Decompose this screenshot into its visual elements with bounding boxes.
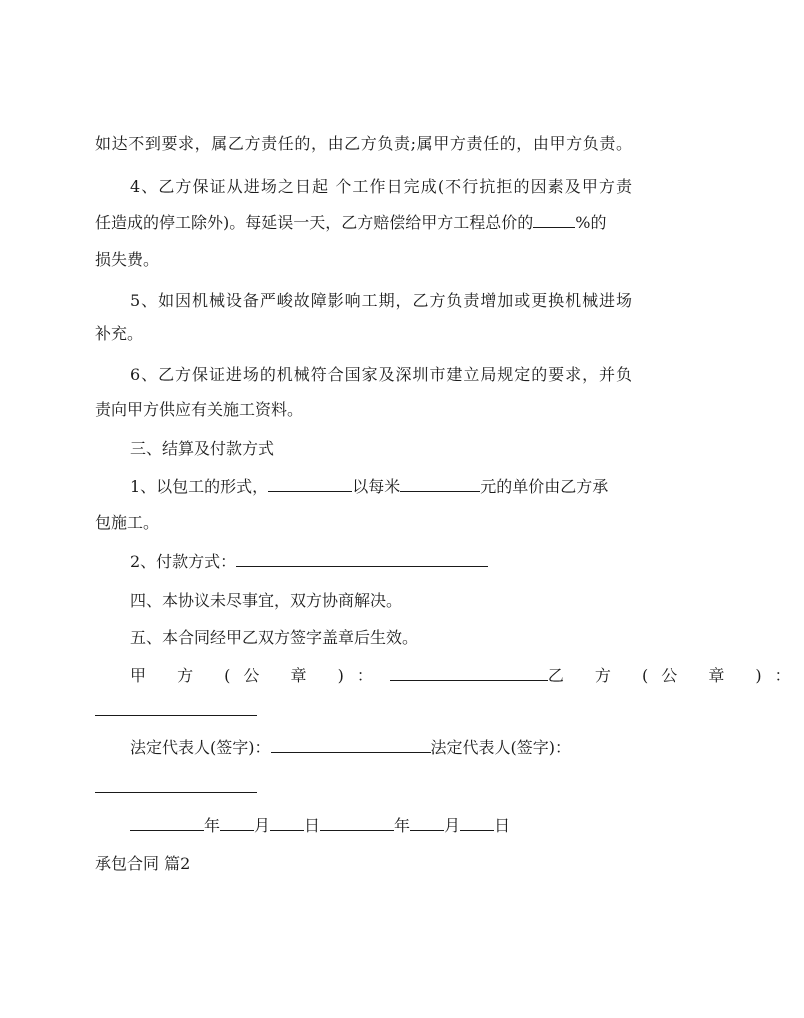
next-section-title bbox=[95, 853, 632, 875]
party-b-seal-label: 乙 方 (公 章 )： bbox=[547, 666, 804, 685]
payment-2-label: 2、付款方式： bbox=[130, 552, 237, 571]
item-5-text-2: 补充。 bbox=[95, 324, 144, 343]
day-b-blank[interactable] bbox=[460, 815, 494, 831]
next-section-title-text: 承包合同 篇2 bbox=[95, 854, 191, 873]
item-5-line-2 bbox=[95, 323, 632, 345]
section-3-title bbox=[130, 438, 632, 460]
payment-1-text: 1、以包工的形式， bbox=[130, 477, 269, 496]
section-5 bbox=[130, 627, 632, 649]
item-4-line-3 bbox=[95, 249, 632, 271]
day-a-label: 日 bbox=[304, 816, 321, 835]
item-5-line-1 bbox=[130, 290, 632, 312]
item-6-line-2 bbox=[95, 399, 632, 421]
payment-1-text-3: 元的单价由乙方承 bbox=[480, 477, 609, 496]
item-6-text: 6、乙方保证进场的机械符合国家及深圳市建立局规定的要求，并负 bbox=[130, 365, 632, 384]
item-4-line-1 bbox=[130, 176, 632, 198]
payment-method-blank[interactable] bbox=[236, 551, 488, 567]
item-5-text: 5、如因机械设备严峻故障影响工期，乙方负责增加或更换机械进场 bbox=[130, 291, 632, 310]
section-5-text: 五、本合同经甲乙双方签字盖章后生效。 bbox=[130, 628, 419, 647]
section-4 bbox=[130, 590, 632, 612]
payment-1-text-2: 以每米 bbox=[352, 477, 401, 496]
item-4-text-2: 任造成的停工除外)。每延误一天，乙方赔偿给甲方工程总价的 bbox=[95, 213, 534, 232]
day-b-label: 日 bbox=[494, 816, 511, 835]
rep-a-blank[interactable] bbox=[271, 737, 431, 753]
month-b-label: 月 bbox=[444, 816, 461, 835]
item-6-line-1 bbox=[130, 364, 632, 386]
year-a-label: 年 bbox=[204, 816, 221, 835]
payment-1-text-4: 包施工。 bbox=[95, 513, 160, 532]
date-line bbox=[130, 815, 632, 837]
representative-line bbox=[130, 737, 632, 759]
unit-price-blank[interactable] bbox=[400, 476, 480, 492]
item-4-line-2 bbox=[95, 212, 632, 234]
party-seal-line bbox=[130, 665, 804, 687]
party-a-seal-label: 甲 方 (公 章 )： bbox=[130, 666, 386, 685]
month-a-label: 月 bbox=[254, 816, 271, 835]
payment-1-line-1 bbox=[130, 476, 632, 498]
percentage-blank[interactable] bbox=[533, 212, 575, 228]
year-a-blank[interactable] bbox=[130, 815, 204, 831]
party-b-seal-blank[interactable] bbox=[95, 700, 257, 716]
rep-a-label: 法定代表人(签字)： bbox=[130, 738, 271, 757]
rep-b-blank[interactable] bbox=[95, 777, 257, 793]
rep-b-label: 法定代表人(签字)： bbox=[430, 738, 571, 757]
item-4-text-3: %的 bbox=[575, 213, 607, 232]
month-b-blank[interactable] bbox=[410, 815, 444, 831]
payment-1-line-2 bbox=[95, 512, 632, 534]
item-4-text-4: 损失费。 bbox=[95, 250, 160, 269]
party-b-seal-blank-line bbox=[95, 700, 632, 722]
day-a-blank[interactable] bbox=[270, 815, 304, 831]
contract-form-blank[interactable] bbox=[268, 476, 352, 492]
month-a-blank[interactable] bbox=[220, 815, 254, 831]
section-3-text: 三、结算及付款方式 bbox=[130, 439, 275, 458]
paragraph-line bbox=[95, 133, 632, 155]
section-4-text: 四、本协议未尽事宜，双方协商解决。 bbox=[130, 591, 403, 610]
item-4-text: 4、乙方保证从进场之日起 个工作日完成(不行抗拒的因素及甲方责 bbox=[130, 177, 632, 196]
item-6-text-2: 责向甲方供应有关施工资料。 bbox=[95, 400, 304, 419]
year-b-label: 年 bbox=[394, 816, 411, 835]
paragraph-text: 如达不到要求，属乙方责任的，由乙方负责;属甲方责任的，由甲方负责。 bbox=[95, 134, 632, 153]
party-a-seal-blank[interactable] bbox=[390, 665, 548, 681]
rep-b-blank-line bbox=[95, 777, 632, 799]
payment-2-line bbox=[130, 551, 632, 573]
year-b-blank[interactable] bbox=[320, 815, 394, 831]
